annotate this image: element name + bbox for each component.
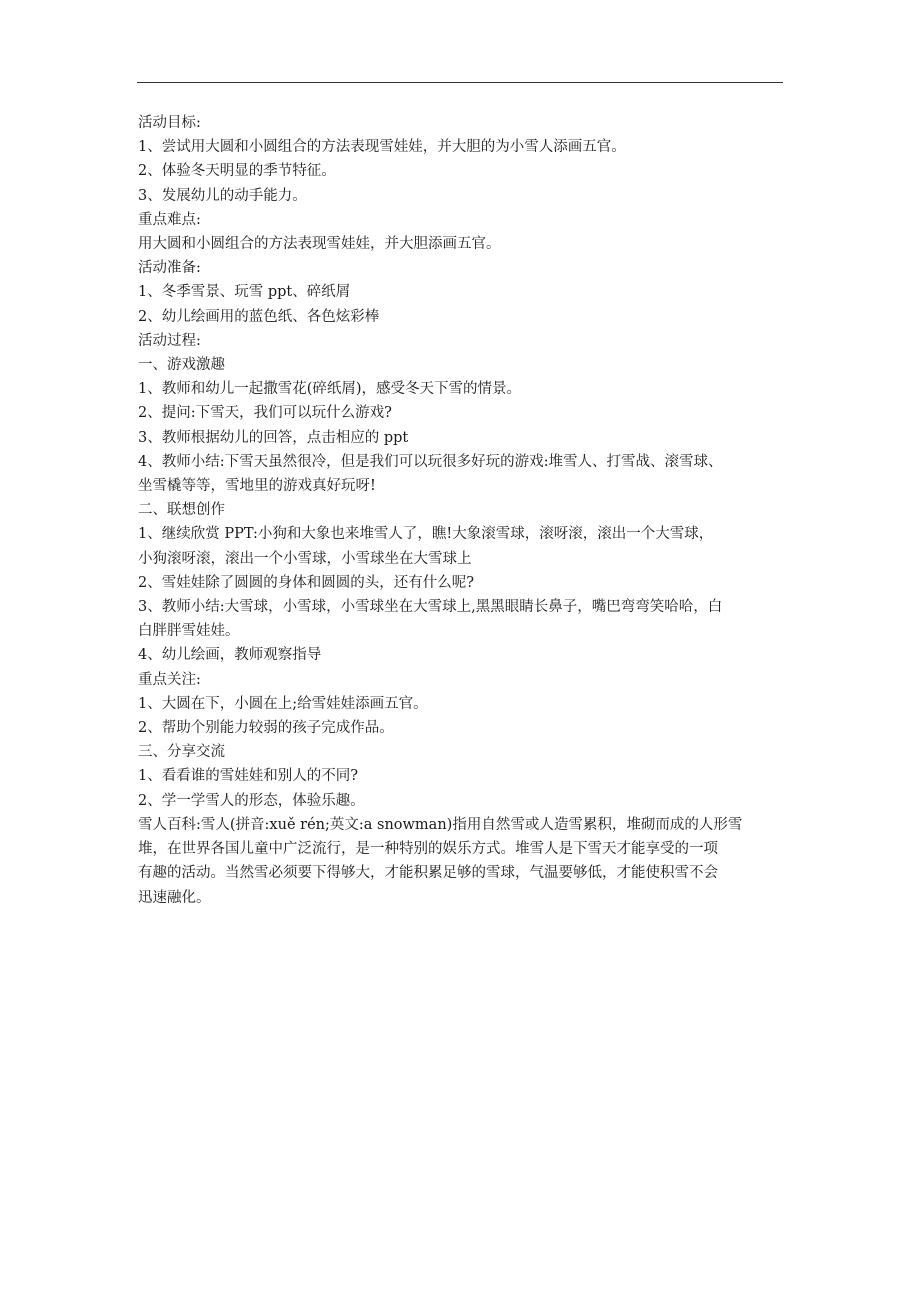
document-body (138, 111, 788, 910)
text-line: 重点关注: (138, 671, 201, 688)
text-line: 坐雪橇等等，雪地里的游戏真好玩呀! (138, 478, 376, 495)
text-line: 二、联想创作 (138, 502, 225, 519)
text-line: 1、继续欣赏 PPT:小狗和大象也来堆雪人了，瞧!大象滚雪球，滚呀滚，滚出一个大雪球， (138, 526, 714, 543)
text-line: 三、分享交流 (138, 744, 225, 761)
text-line: 活动目标: (138, 115, 201, 131)
text-line: 用大圆和小圆组合的方法表现雪娃娃，并大胆添画五官。 (138, 236, 501, 253)
text-line: 雪人百科:雪人(拼音:xuě rén;英文:a snowman)指用自然雪或人造雪累积，堆砌而成的人形雪 (138, 816, 743, 833)
text-line: 迅速融化。 (138, 889, 211, 906)
text-line: 3、教师根据幼儿的回答，点击相应的 ppt (138, 429, 409, 446)
text-line: 2、体验冬天明显的季节特征。 (138, 163, 336, 180)
text-line: 活动过程: (138, 332, 201, 349)
text-line: 重点难点: (138, 211, 201, 228)
text-line: 1、尝试用大圆和小圆组合的方法表现雪娃娃，并大胆的为小雪人添画五官。 (138, 139, 626, 156)
text-line: 4、幼儿绘画，教师观察指导 (138, 647, 322, 664)
text-line: 3、发展幼儿的动手能力。 (138, 187, 307, 204)
text-line: 小狗滚呀滚，滚出一个小雪球，小雪球坐在大雪球上 (138, 550, 472, 567)
text-line: 1、大圆在下，小圆在上;给雪娃娃添画五官。 (138, 695, 428, 712)
text-line: 活动准备: (138, 260, 201, 277)
text-line: 4、教师小结:下雪天虽然很冷，但是我们可以玩很多好玩的游戏:堆雪人、打雪战、滚雪球、 (138, 453, 723, 470)
text-line: 3、教师小结:大雪球，小雪球，小雪球坐在大雪球上,黑黑眼睛长鼻子，嘴巴弯弯笑哈哈，白 (138, 599, 723, 616)
text-line: 2、学一学雪人的形态，体验乐趣。 (138, 792, 365, 809)
header-rule (137, 82, 783, 83)
text-line: 2、提问:下雪天，我们可以玩什么游戏? (138, 405, 392, 422)
text-line: 2、雪娃娃除了圆圆的身体和圆圆的头，还有什么呢? (138, 574, 474, 591)
text-line: 2、幼儿绘画用的蓝色纸、各色炫彩棒 (138, 308, 380, 325)
text-line: 1、看看谁的雪娃娃和别人的不同? (138, 768, 358, 785)
text-line: 有趣的活动。当然雪必须要下得够大，才能积累足够的雪球，气温要够低，才能使积雪不会 (138, 865, 718, 882)
text-line: 2、帮助个别能力较弱的孩子完成作品。 (138, 720, 394, 737)
text-line: 1、冬季雪景、玩雪 ppt、碎纸屑 (138, 284, 351, 301)
text-line: 白胖胖雪娃娃。 (138, 623, 240, 640)
text-line: 一、游戏激趣 (138, 357, 225, 374)
text-line: 堆，在世界各国儿童中广泛流行，是一种特别的娱乐方式。堆雪人是下雪天才能享受的一项 (138, 841, 718, 858)
text-line: 1、教师和幼儿一起撒雪花(碎纸屑)，感受冬天下雪的情景。 (138, 381, 522, 398)
